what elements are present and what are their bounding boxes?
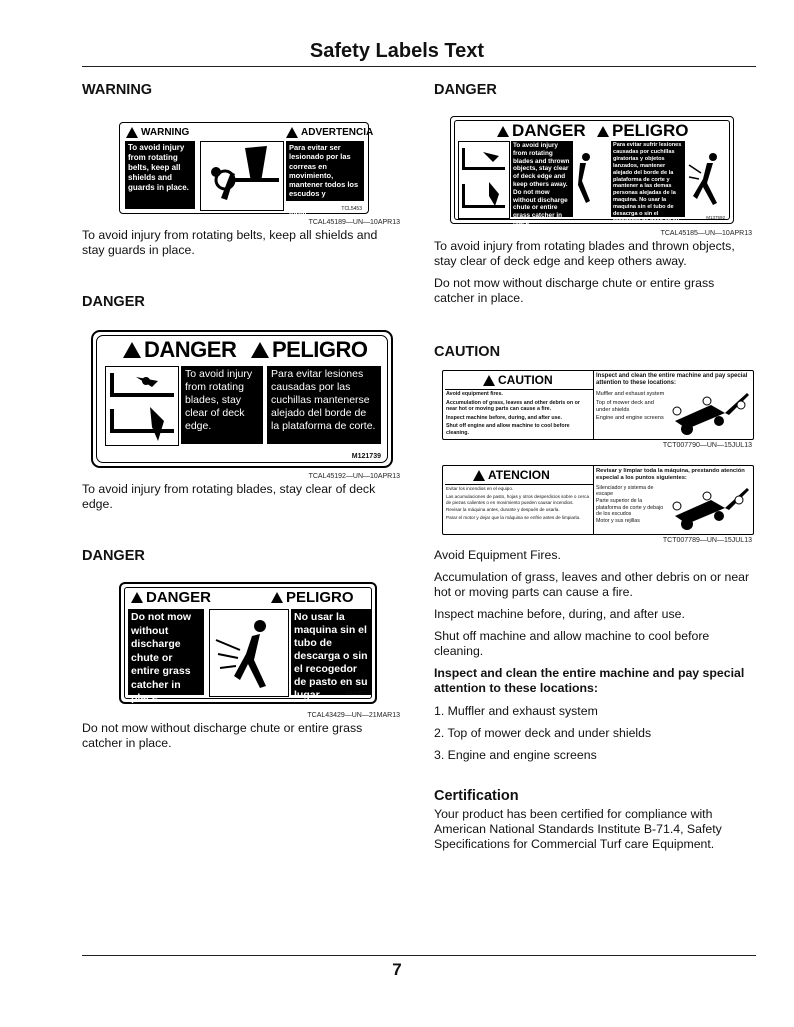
decal-danger-header: DANGER xyxy=(512,121,586,140)
decal-code: M137592 xyxy=(706,215,725,220)
danger-triangle-icon xyxy=(123,342,141,358)
decal-warning-header: WARNING xyxy=(141,127,190,138)
decal-peligro-header: PELIGRO xyxy=(286,589,354,606)
atencion-item-2: Parte superior de la plataforma de corte y debajo de los escudos xyxy=(596,498,664,517)
decal-spanish-text: Para evitar lesiones causadas por las cuchillas mantenerse alejado del borde de la plataforma de corte. xyxy=(267,366,381,444)
decal-english-text: To avoid injury from rotating blades, stay clear of deck edge. xyxy=(181,366,263,444)
atencion-decal xyxy=(442,465,754,535)
caution-item-2: Top of mower deck and under shields xyxy=(596,399,654,413)
image-code: TCT007789—UN—15JUL13 xyxy=(662,537,752,544)
thrown-object-icon xyxy=(687,141,727,217)
blade-hazard-icon xyxy=(105,366,179,446)
decal-english-text: Do not mow without discharge chute or entire grass catcher in place. xyxy=(128,609,204,695)
list-item: 1. Muffler and exhaust system xyxy=(434,704,598,718)
image-code: TCAL45189—UN—10APR13 xyxy=(308,219,400,226)
atencion-line-1: Evitar los incendios en el equipo. xyxy=(446,486,514,491)
caution-right-title: Inspect and clean the entire machine and pay special attention to these locations: xyxy=(596,373,748,386)
danger-chute-decal xyxy=(119,582,377,704)
decal-danger-header: DANGER xyxy=(146,589,212,606)
caution-line-2: Accumulation of grass, leaves and other debris on or near hot or moving parts can cause a fire. xyxy=(446,399,580,412)
atencion-item-3: Motor y sus rejillas xyxy=(596,518,640,525)
bottom-rule xyxy=(82,955,756,956)
caution-bold-text: Inspect and clean the entire machine and pay special attention to these locations: xyxy=(434,666,745,695)
certification-text: Your product has been certified for compliance with American National Standards Institute B-71.4, Safety Specifications for Commercial Turf care Equipment. xyxy=(434,807,722,851)
decal-code: M131871 xyxy=(346,691,367,697)
belt-hazard-icon xyxy=(200,141,284,211)
list-item: 2. Top of mower deck and under shields xyxy=(434,726,652,740)
atencion-item-1: Silenciador y sistema de escape xyxy=(596,485,654,498)
decal-danger-header: DANGER xyxy=(144,337,237,362)
warning-belt-decal xyxy=(119,122,374,218)
decal-peligro-header: PELIGRO xyxy=(272,337,368,362)
caution-heading: CAUTION xyxy=(434,344,501,360)
caution-triangle-icon xyxy=(473,470,485,481)
atencion-line-2: Las acumulaciones de pasto, hojas y otros desperdicios sobre o cerca de piezas calientes o en movimiento pueden causar incendios. xyxy=(446,493,589,505)
atencion-right-title: Revisar y limpiar toda la máquina, prestando atención especial a los puntos siguientes: xyxy=(596,468,745,481)
decal-advertencia-header: ADVERTENCIA xyxy=(301,127,374,138)
image-code: TCAL43429—UN—21MAR13 xyxy=(307,712,400,719)
person-icon xyxy=(576,141,610,217)
caution-item-1: Muffler and exhaust system xyxy=(596,391,665,397)
caution-text-4: Shut off machine and allow machine to cool before cleaning. xyxy=(434,629,710,658)
danger-combined-decal xyxy=(450,116,734,231)
decal-spanish-text: No usar la maquina sin el tubo de descarga o sin el recogedor de pasto en su lugar. xyxy=(291,609,371,695)
decal-english-text: To avoid injury from rotating belts, keep all shields and guards in place. xyxy=(125,141,195,209)
caution-line-1: Avoid equipment fires. xyxy=(446,391,503,397)
mower-icon xyxy=(667,391,751,437)
atencion-line-4: Parar el motor y dejar que la máquina se enfrie antes de limpiarla. xyxy=(446,515,581,521)
danger-triangle-icon xyxy=(271,592,283,603)
decal-caution-header: CAUTION xyxy=(498,373,553,387)
decal-atencion-header: ATENCION xyxy=(488,468,550,482)
top-rule xyxy=(82,66,756,67)
caution-triangle-icon xyxy=(483,375,495,386)
decal-spanish-text: Para evitar ser lesionado por las correas en movimiento, mantener todos los escudos y protectores en su lugar xyxy=(286,141,364,201)
right-column xyxy=(434,82,752,852)
decal-english-text: To avoid injury from rotating blades and thrown objects, stay clear of deck edge and keep others away. Do not mow without discharge chute or entire grass catcher in place. xyxy=(511,141,573,217)
danger-triangle-icon xyxy=(597,126,609,137)
caution-decal xyxy=(442,370,754,440)
decal-spanish-text: Para evitar sufrir lesiones causadas por cuchillas giratorias y objetos lanzados, mantener alejado del borde de la plataforma de corte y mantener a las demas personas alejadas de la maquina. No usar la maquina sin el tubo de desacrga o sin el recogedor de paso en su lugar. xyxy=(611,141,685,217)
caution-text-1: Avoid Equipment Fires. xyxy=(434,548,561,562)
caution-text-3: Inspect machine before, during, and after use. xyxy=(434,607,685,621)
decal-peligro-header: PELIGRO xyxy=(612,121,689,140)
danger-combined-text-2: Do not mow without discharge chute or entire grass catcher in place. xyxy=(434,276,715,305)
danger-blade-decal xyxy=(91,330,393,468)
blade-hazard-icon xyxy=(458,141,510,219)
caution-location-list xyxy=(434,704,752,762)
caution-line-4: Shut off engine and allow machine to cool before cleaning. xyxy=(446,423,570,436)
danger-blade-text: To avoid injury from rotating blades, stay clear of deck edge. xyxy=(82,482,376,511)
warning-triangle-icon xyxy=(126,127,138,138)
warning-triangle-icon xyxy=(286,127,298,138)
caution-line-3: Inspect machine before, during, and after use. xyxy=(446,414,562,421)
thrown-object-icon xyxy=(209,609,289,697)
certification-heading: Certification xyxy=(434,788,519,804)
page-title: Safety Labels Text xyxy=(309,40,485,62)
danger-triangle-icon xyxy=(251,342,269,358)
danger-combined-text-1: To avoid injury from rotating blades and thrown objects, stay clear of deck edge and keep others away. xyxy=(434,239,735,268)
danger-heading: DANGER xyxy=(434,82,497,98)
danger-heading: DANGER xyxy=(82,548,145,564)
image-code: TCT007790—UN—15JUL13 xyxy=(662,442,752,449)
danger-triangle-icon xyxy=(497,126,509,137)
decal-code: TCL5453 xyxy=(341,206,362,212)
danger-triangle-icon xyxy=(131,592,143,603)
mower-icon xyxy=(669,484,751,532)
caution-text-2: Accumulation of grass, leaves and other debris on or near hot or moving parts can cause a fire. xyxy=(434,570,750,599)
warning-heading: WARNING xyxy=(82,82,153,98)
decal-code: M121739 xyxy=(351,453,381,460)
page-number: 7 xyxy=(392,960,402,979)
list-item: 3. Engine and engine screens xyxy=(434,748,597,762)
atencion-line-3: Revisar la máquina antes, durante y después de usarla. xyxy=(446,507,560,513)
danger-chute-text: Do not mow without discharge chute or entire grass catcher in place. xyxy=(82,721,363,750)
caution-item-3: Engine and engine screens xyxy=(596,415,664,422)
left-column xyxy=(82,82,400,751)
image-code: TCAL45185—UN—10APR13 xyxy=(660,230,752,237)
danger-heading: DANGER xyxy=(82,294,145,310)
image-code: TCAL45192—UN—10APR13 xyxy=(308,473,400,480)
warning-text: To avoid injury from rotating belts, keep all shields and stay guards in place. xyxy=(82,228,378,257)
